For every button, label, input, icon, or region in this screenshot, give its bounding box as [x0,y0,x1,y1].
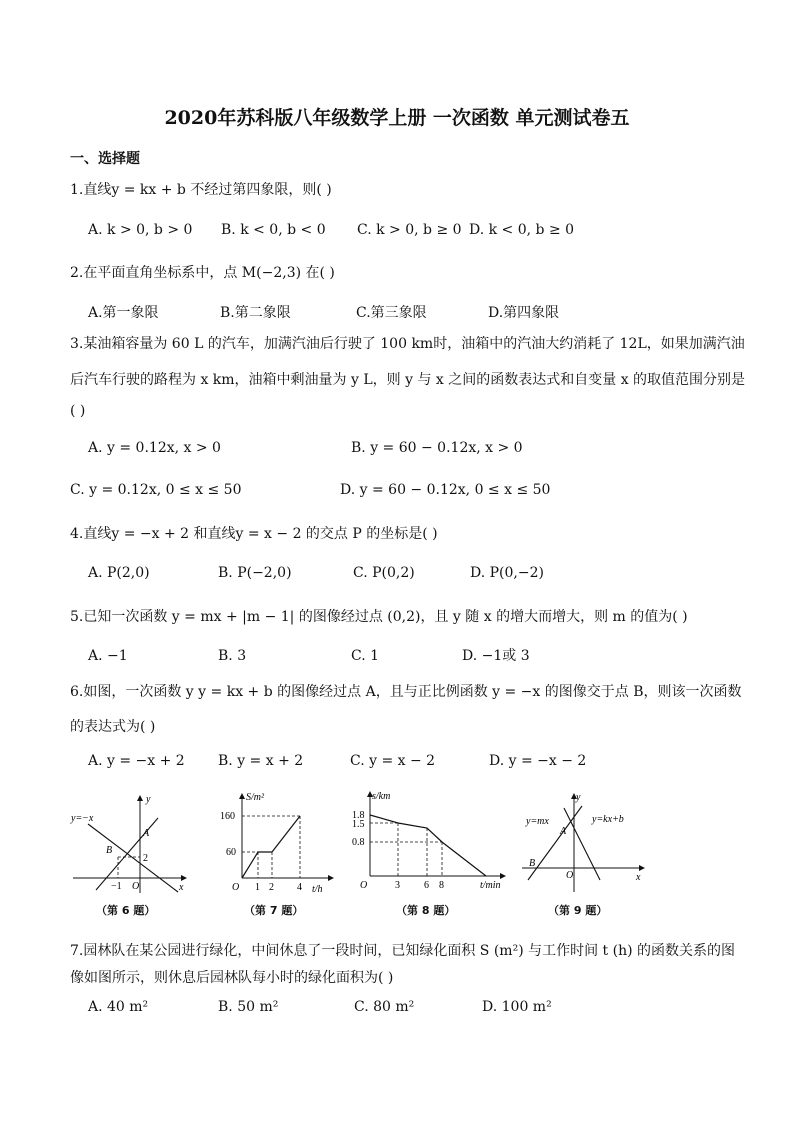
fig9-origin: O [566,870,574,881]
fig6-tick-2: 2 [143,853,148,864]
fig8-caption: （第 8 题） [396,904,456,917]
q4-stem: 4.直线y = −x + 2 和直线y = x − 2 的交点 P 的坐标是( ) [70,526,438,542]
q2-option-c[interactable]: C.第三象限 [356,305,427,321]
q1-stem: 1.直线y = kx + b 不经过第四象限，则( ) [70,182,332,198]
q2-option-b[interactable]: B.第二象限 [220,305,291,321]
q5-option-d[interactable]: D. −1或 3 [462,648,530,664]
fig9-caption: （第 9 题） [548,904,608,917]
q1-option-c[interactable]: C. k > 0, b ≥ 0 [357,222,462,238]
fig6-line-label: y=−x [71,813,94,824]
fig8-y-tick: 1.5 [352,819,365,830]
q4-option-c[interactable]: C. P(0,2) [353,565,415,581]
q6-stem-line2: 的表达式为( ) [70,719,156,735]
q3-stem-line3: ( ) [70,403,86,419]
q5-option-c[interactable]: C. 1 [351,648,380,664]
q7-option-a[interactable]: A. 40 m² [88,999,149,1015]
q7-stem-line2: 像如图所示，则休息后园林队每小时的绿化面积为( ) [70,970,394,986]
fig8-y-tick: 1.8 [352,810,365,821]
section-heading: 一、选择题 [70,151,140,167]
q3-options-row1 [88,440,523,456]
q7-option-c[interactable]: C. 80 m² [354,999,415,1015]
fig9-point-b: B [529,858,536,869]
figure-8-graph [350,788,510,898]
fig6-x-label: x [179,882,184,893]
q5-stem: 5.已知一次函数 y = mx + |m − 1| 的图像经过点 (0,2)，且 y 随 x 的增大而增大，则 m 的值为( ) [70,609,688,625]
figures-row [68,788,688,918]
q3-stem-line2: 后汽车行驶的路程为 x km，油箱中剩油量为 y L，则 y 与 x 之间的函数表达式和自变量 x 的取值范围分别是 [70,372,746,388]
q1-option-d[interactable]: D. k < 0, b ≥ 0 [469,222,575,238]
q3-option-b[interactable]: B. y = 60 − 0.12x, x > 0 [351,440,523,456]
fig8-x-tick: 8 [439,880,444,891]
q6-option-a[interactable]: A. y = −x + 2 [88,753,185,769]
figure-7-graph [208,788,338,898]
q4-option-b[interactable]: B. P(−2,0) [218,565,292,581]
fig9-point-a: A [560,826,567,837]
q1-option-b[interactable]: B. k < 0, b < 0 [221,222,326,238]
fig7-y-axis-label: S/m² [246,792,264,803]
q7-stem-line1: 7.园林队在某公园进行绿化，中间休息了一段时间，已知绿化面积 S (m²) 与工作时间 t (h) 的函数关系的图 [70,943,736,959]
fig8-x-axis-label: t/min [480,880,501,891]
q4-options [88,565,544,581]
fig7-caption: （第 7 题） [244,904,304,917]
fig7-x-tick: 4 [297,882,302,893]
q1-options [88,222,574,238]
q5-option-b[interactable]: B. 3 [218,648,247,664]
fig7-y-tick: 60 [226,847,236,858]
q2-stem: 2.在平面直角坐标系中，点 M(−2,3) 在( ) [70,265,335,281]
q2-options [88,302,559,322]
fig6-point-b: B [106,845,113,856]
fig6-tick-neg1: −1 [111,881,122,892]
q3-stem-line1: 3.某油箱容量为 60 L 的汽车，加满汽油后行驶了 100 km时，油箱中的汽油大约消耗了 12L，如果加满汽油 [70,336,745,352]
fig8-x-tick: 6 [424,880,429,891]
q6-option-c[interactable]: C. y = x − 2 [350,753,436,769]
fig8-y-tick: 0.8 [352,837,365,848]
figure-7 [208,788,338,917]
q3-option-d[interactable]: D. y = 60 − 0.12x, 0 ≤ x ≤ 50 [340,482,551,498]
fig8-y-axis-label: s/km [372,791,391,802]
figure-9 [518,788,648,917]
q6-options [88,753,586,769]
q1-option-a[interactable]: A. k > 0, b > 0 [88,222,193,238]
figure-8 [350,788,510,917]
q3-options-row2 [70,482,550,498]
fig8-graph-line [370,815,486,876]
q7-options [88,999,552,1015]
page-title: 2020年苏科版八年级数学上册 一次函数 单元测试卷五 [164,107,630,129]
fig9-x-label: x [636,872,641,883]
q6-option-b[interactable]: B. y = x + 2 [218,753,304,769]
fig6-point-a: A [143,828,150,839]
fig7-x-axis-label: t/h [312,884,323,895]
q4-option-a[interactable]: A. P(2,0) [88,565,150,581]
figure-6 [68,788,193,917]
figure-9-graph [518,788,648,898]
fig6-caption: （第 6 题） [96,904,156,917]
fig7-x-tick: 2 [269,882,274,893]
fig7-graph-line [242,816,300,878]
fig8-x-tick: 3 [395,880,400,891]
q2-option-a[interactable]: A.第一象限 [88,305,159,321]
q5-options [88,645,530,665]
q2-option-d[interactable]: D.第四象限 [488,305,560,321]
q3-option-a[interactable]: A. y = 0.12x, x > 0 [88,440,221,456]
fig7-y-tick: 160 [220,811,235,822]
fig9-y-label: y [576,792,581,803]
fig6-origin: O [132,881,140,892]
q6-option-d[interactable]: D. y = −x − 2 [489,753,587,769]
fig9-line1-label: y=mx [526,816,549,827]
q7-option-d[interactable]: D. 100 m² [482,999,552,1015]
fig7-x-tick: 1 [255,882,260,893]
figure-6-graph [68,788,193,898]
q4-option-d[interactable]: D. P(0,−2) [470,565,544,581]
q7-option-b[interactable]: B. 50 m² [218,999,279,1015]
q6-stem-line1: 6.如图，一次函数 y y = kx + b 的图像经过点 A，且与正比例函数 y = −x 的图像交于点 B，则该一次函数 [70,684,742,700]
q5-option-a[interactable]: A. −1 [88,648,128,664]
fig8-origin: O [360,880,368,891]
fig7-origin: O [232,882,240,893]
fig6-y-label: y [146,794,151,805]
fig9-line2-label: y=kx+b [592,814,624,825]
q3-option-c[interactable]: C. y = 0.12x, 0 ≤ x ≤ 50 [70,482,242,498]
